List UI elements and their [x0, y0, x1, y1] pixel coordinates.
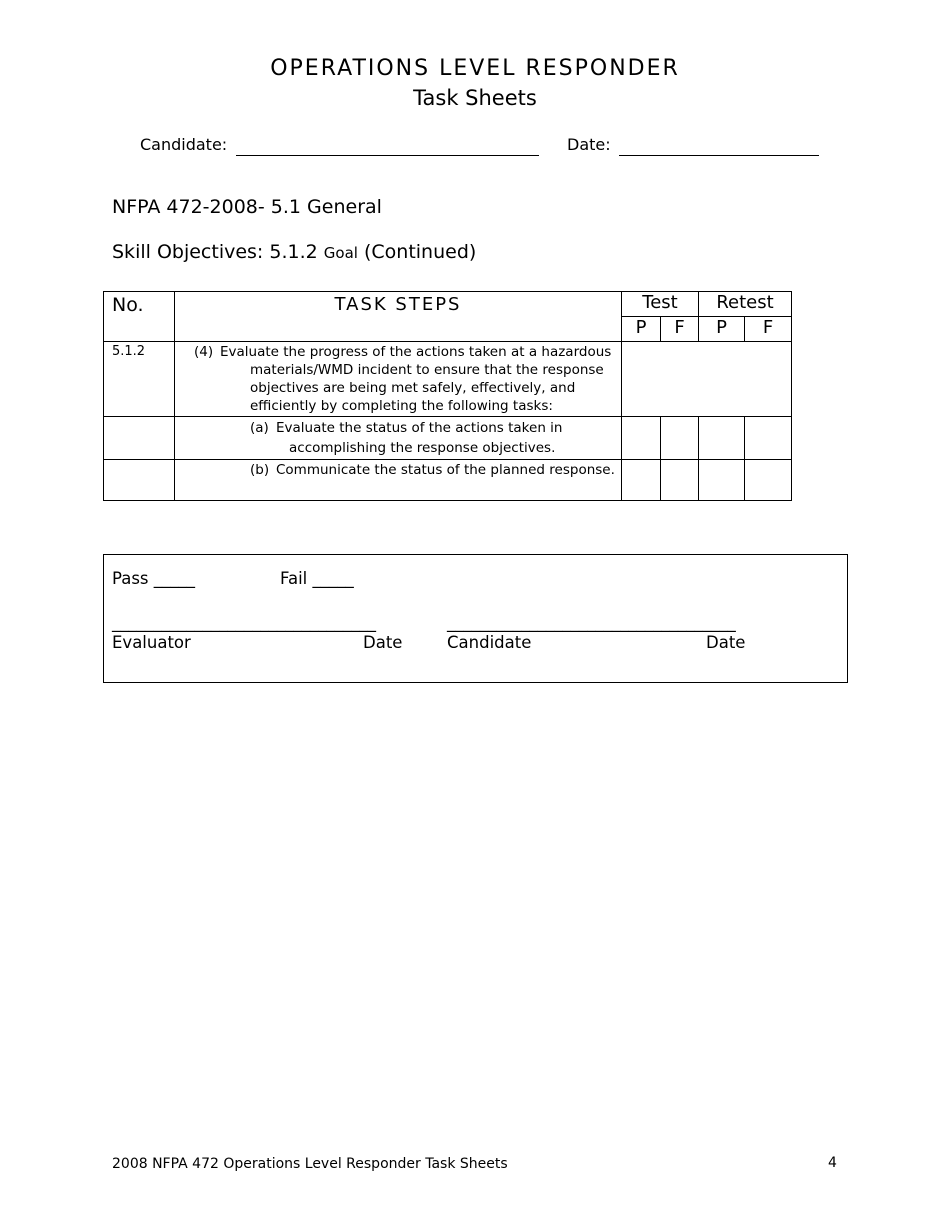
col-header-test: Test: [622, 292, 699, 317]
retest-fail-checkbox[interactable]: [745, 460, 792, 501]
step-marker: (b): [250, 462, 270, 478]
test-pass-checkbox[interactable]: [622, 417, 661, 460]
evaluator-date-label: Date: [363, 633, 403, 652]
step-cell: [175, 342, 622, 417]
result-box: [103, 554, 848, 683]
col-header-retest-pass: P: [699, 317, 745, 342]
step-line: Evaluate the status of the actions taken in: [276, 420, 563, 436]
candidate-date-label: Date: [706, 633, 746, 652]
candidate-field[interactable]: [236, 155, 539, 156]
fail-field[interactable]: Fail _____: [280, 569, 354, 588]
candidate-signature-line[interactable]: ___________________________________: [447, 613, 736, 632]
skill-suffix: (Continued): [357, 241, 477, 263]
retest-pass-checkbox[interactable]: [699, 417, 745, 460]
col-header-test-pass: P: [622, 317, 661, 342]
candidate-label: Candidate: [447, 633, 532, 652]
col-header-task-steps: TASK STEPS: [175, 292, 622, 342]
step-line: objectives are being met safely, effectively, and: [250, 380, 576, 396]
step-line: efficiently by completing the following tasks:: [250, 398, 553, 414]
table-row: [104, 460, 792, 501]
step-line: materials/WMD incident to ensure that the response: [250, 362, 604, 378]
test-pass-checkbox[interactable]: [622, 460, 661, 501]
skill-objectives-heading: [112, 241, 476, 263]
step-cell: [175, 460, 622, 501]
candidate-label: Candidate:: [140, 135, 228, 154]
step-line: Evaluate the progress of the actions taken at a hazardous: [220, 344, 612, 360]
page-title: OPERATIONS LEVEL RESPONDER: [270, 56, 680, 81]
step-number: 5.1.2: [104, 342, 175, 417]
step-line: Communicate the status of the planned response.: [276, 462, 615, 478]
page-subtitle: Task Sheets: [413, 86, 537, 110]
test-fail-checkbox[interactable]: [661, 417, 699, 460]
step-marker: (4): [194, 344, 214, 360]
retest-fail-checkbox[interactable]: [745, 417, 792, 460]
test-fail-checkbox[interactable]: [661, 460, 699, 501]
step-marker: (a): [250, 420, 269, 436]
pass-field[interactable]: Pass _____: [112, 569, 196, 588]
nfpa-heading: NFPA 472-2008- 5.1 General: [112, 196, 382, 218]
page-number: 4: [828, 1155, 837, 1171]
col-header-retest-fail: F: [745, 317, 792, 342]
step-line: accomplishing the response objectives.: [289, 440, 556, 456]
footer-text: 2008 NFPA 472 Operations Level Responder Task Sheets: [112, 1156, 508, 1172]
date-field[interactable]: [619, 155, 819, 156]
skill-goal: Goal: [323, 244, 358, 262]
skill-prefix: Skill Objectives: 5.1.2: [112, 241, 324, 263]
col-header-no: No.: [104, 292, 175, 342]
retest-pass-checkbox[interactable]: [699, 460, 745, 501]
evaluator-label: Evaluator: [112, 633, 191, 652]
step-number: [104, 417, 175, 460]
table-row: [104, 342, 792, 417]
col-header-retest: Retest: [699, 292, 792, 317]
date-label: Date:: [567, 135, 611, 154]
col-header-test-fail: F: [661, 317, 699, 342]
table-row: [104, 417, 792, 460]
grade-cell-merged: [622, 342, 792, 417]
evaluator-signature-line[interactable]: ________________________________: [112, 613, 376, 632]
task-table: [103, 291, 792, 501]
step-number: [104, 460, 175, 501]
step-cell: [175, 417, 622, 460]
